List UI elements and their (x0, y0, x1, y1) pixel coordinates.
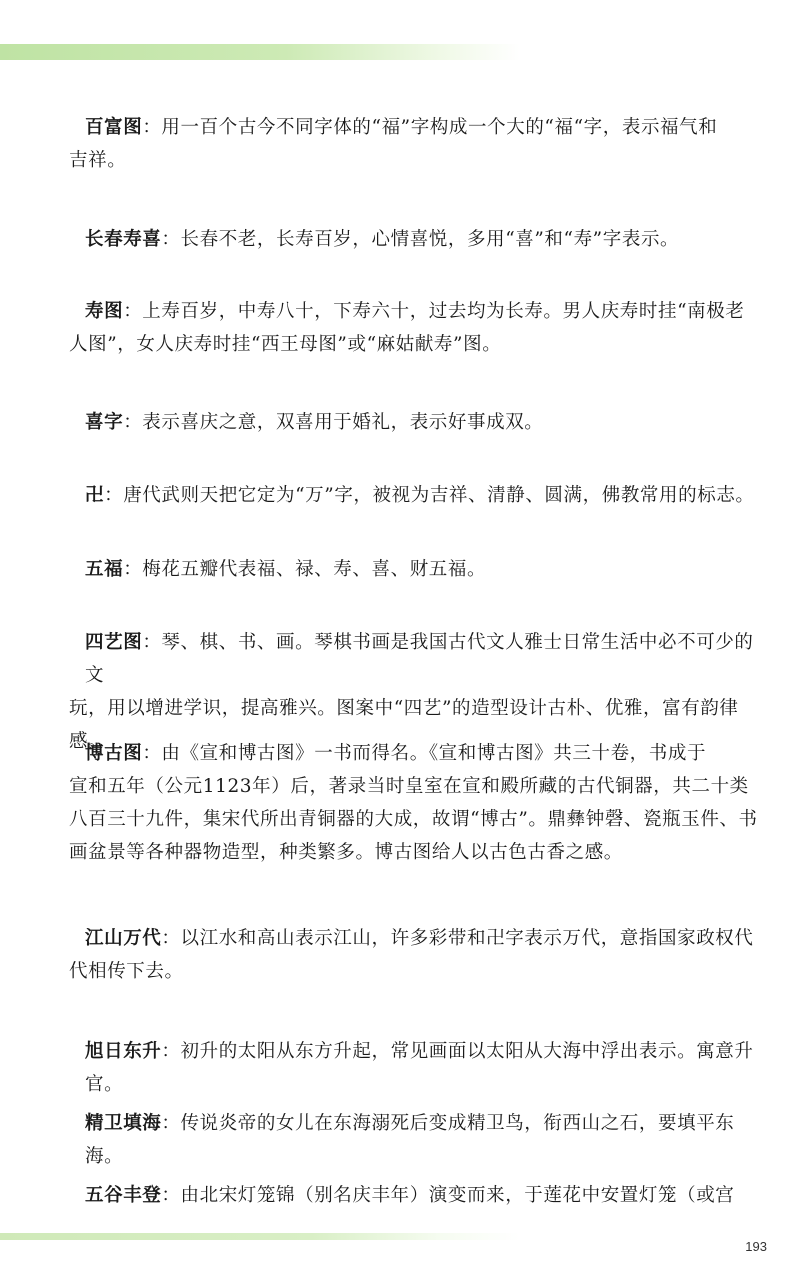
entry-text: ：唐代武则天把它定为“万”字，被视为吉祥、清静、圆满，佛教常用的标志。 (104, 485, 755, 506)
entry-term: 精卫填海 (85, 1113, 162, 1134)
entry-bogu-tu (69, 737, 761, 869)
entry-text: ：用一百个古今不同字体的“福”字构成一个大的“福“字，表示福气和 (142, 117, 718, 138)
entry-term: 旭日东升 (85, 1041, 162, 1062)
entry-text: ：以江水和高山表示江山，许多彩带和卍字表示万代，意指国家政权代 (161, 928, 754, 949)
entry-shou-tu (69, 295, 761, 361)
entry-changchun-shouxi (85, 223, 761, 256)
entry-text-continued: 人图”，女人庆寿时挂“西王母图”或“麻姑献寿”图。 (69, 334, 502, 355)
entry-text: ：梅花五瓣代表福、禄、寿、喜、财五福。 (123, 559, 487, 580)
entry-text-continued: 代相传下去。 (69, 961, 184, 982)
entry-text: ：长春不老，长寿百岁，心情喜悦，多用“喜”和“寿”字表示。 (161, 229, 680, 250)
entry-text: ：传说炎帝的女儿在东海溺死后变成精卫鸟，衔西山之石，要填平东海。 (85, 1113, 735, 1167)
entry-text: ：初升的太阳从东方升起，常见画面以太阳从大海中浮出表示。寓意升官。 (85, 1041, 754, 1095)
entry-term: 寿图 (85, 301, 124, 322)
entry-term: 博古图 (85, 743, 143, 764)
entry-baifu-tu (69, 111, 761, 177)
entry-wufu (85, 553, 761, 586)
entry-text: ：由《宣和博古图》一书而得名。《宣和博古图》共三十卷，书成于 (142, 743, 707, 764)
entry-text: ：由北宋灯笼锦（别名庆丰年）演变而来，于莲花中安置灯笼（或宫 (161, 1185, 735, 1206)
entry-text-continued: 玩，用以增进学识，提高雅兴。图案中“四艺”的造型设计古朴、优雅，富有韵律感。 (69, 698, 739, 752)
entry-term: 四艺图 (85, 632, 143, 653)
entry-wan-symbol (85, 479, 761, 512)
entry-text-continued: 宣和五年（公元1123年）后，著录当时皇室在宣和殿所藏的古代铜器，共二十类八百三十九件，集宋代所出青铜器的大成，故谓“博古”。鼎彝钟磬、瓷瓶玉件、书画盆景等各种器物造型，种类繁多。博古图给人以古色古香之感。 (69, 776, 758, 863)
entry-text: ：上寿百岁，中寿八十，下寿六十，过去均为长寿。男人庆寿时挂“南极老 (123, 301, 745, 322)
entry-wugu-fengdeng (85, 1179, 761, 1212)
entry-jiangshan-wandai (69, 922, 761, 988)
entry-term: 长春寿喜 (85, 229, 162, 250)
page-number: 193 (745, 1239, 767, 1254)
entry-text: ：表示喜庆之意，双喜用于婚礼，表示好事成双。 (123, 412, 544, 433)
bottom-decorative-band (0, 1233, 520, 1240)
entry-text: ：琴、棋、书、画。琴棋书画是我国古代文人雅士日常生活中必不可少的文 (85, 632, 754, 686)
entry-term: 五谷丰登 (85, 1185, 162, 1206)
entry-jingwei-tianhai (85, 1107, 761, 1173)
entry-xuri-dongsheng (85, 1035, 761, 1101)
top-decorative-band (0, 44, 520, 60)
entry-term: 五福 (85, 559, 124, 580)
entry-term: 喜字 (85, 412, 124, 433)
entry-term: 百富图 (85, 117, 143, 138)
entry-term: 江山万代 (85, 928, 162, 949)
entry-term: 卍 (85, 485, 105, 506)
entry-xi-zi (85, 406, 761, 439)
entry-text-continued: 吉祥。 (69, 150, 127, 171)
